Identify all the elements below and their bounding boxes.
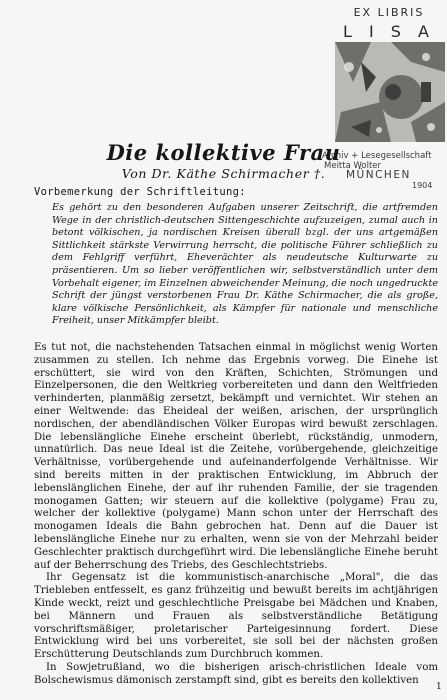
exlibris-owner: L I S A <box>343 22 435 41</box>
stamp-line: Archiv + Lesegesellschaft <box>322 151 432 161</box>
article-body <box>34 342 438 688</box>
bookplate-illustration <box>331 42 447 150</box>
body-paragraph: Ihr Gegensatz ist die kommunistisch-anarchische „Moral", die das Triebleben entfesselt, es ganz frühzeitig und bewußt bereits im achtjährigen Kinde weckt, reizt und geschlechtliche Preisgabe bei Mädchen und Knaben, bei Männern und Frauen als selbstverständliche Betätigung vorschriftsmäßiger, proletarischer Parteigesinnung fordert. Diese Entwicklung wird bei uns vorbereitet, sie soll bei der nächsten großen Erschütterung Deutschlands zum Durchbruch kommen. <box>34 572 438 661</box>
exlibris-bookplate <box>331 0 447 150</box>
preface-block <box>52 202 438 328</box>
page-mark: 1 <box>436 682 442 692</box>
article-author: Von Dr. Käthe Schirmacher †. <box>121 166 326 181</box>
stamp-city: MÜNCHEN <box>346 169 411 181</box>
body-paragraph: In Sowjetrußland, wo die bisherigen arisch-christlichen Ideale vom Bolschewismus dämonisch zerstampft sind, gibt es bereits den kollektiven <box>34 661 438 686</box>
preface-heading: Vorbemerkung der Schriftleitung: <box>34 186 246 198</box>
preface-text: Es gehört zu den besonderen Aufgaben unserer Zeitschrift, die artfremden Wege in der christlich-deutschen Sittengeschichte aufzuzeigen, zumal auch in betont völkischen, ja nordischen Kreisen überall bzgl. der uns artgemäßen Sittlichkeit stärkste Verwirrung herrscht, die politische Führer schließlich zu dem Fehlgriff verführt, Eheverächter als neudeutsche Kulturwarte zu präsentieren. Um so lieber veröffentlichen wir, selbstverständlich unter dem Vorbehalt eigener, im Einzelnen abweichender Meinung, die noch ungedruckte Schrift der jüngst verstorbenen Frau Dr. Käthe Schirmacher, die als große, klare völkische Persönlichkeit, als Kämpfer für nationale und menschliche Freiheit, unser Mitkämpfer bleibt. <box>52 202 438 327</box>
exlibris-label: EX LIBRIS <box>353 6 425 19</box>
stamp-line: Meitta Wolter <box>324 161 382 171</box>
body-paragraph: Es tut not, die nachstehenden Tatsachen einmal in möglichst wenig Worten zusammen zu stellen. Ich nehme das Ergebnis vorweg. Die Einehe ist erschüttert, sie wird von den Kräften, Schichten, Strömungen und Einzelpersonen, die den Weltkrieg vorbereiteten und dann den Weltfrieden verhinderten, planmäßig zersetzt, bekämpft und vernichtet. Wir stehen an einer Weltwende: das Eheideal der weißen, arischen, der ursprünglich nordischen, der abendländischen Völker Europas wird bewußt zerschlagen. Die lebenslängliche Einehe erscheint überlebt, rückständig, unmodern, unnatürlich. Das neue Ideal ist die Zeitehe, vorübergehende, gleichzeitige Verhältnisse, vorübergehende und aufeinanderfolgende Verhältnisse. Wir sind bereits mitten in der praktischen Entwicklung, im Abbruch der lebenslänglichen Einehe, der auf ihr ruhenden Familie, der sie tragenden monogamen Gatten; wir steuern auf die kollektive (polygame) Frau zu, welcher der kollektive (polygame) Mann schon unter der Herrschaft des monogamen Ideals die Bahn gebrochen hat. Denn auf die Dauer ist lebenslängliche Einehe nur zu erhalten, wenn sie von der Mehrzahl beider Geschlechter praktisch durchgeführt wird. Die lebenslängliche Einehe beruht auf der Beherrschung des Triebs, des Geschlechtstriebs. <box>34 342 438 571</box>
article-title: Die kollektive Frau <box>106 140 341 165</box>
stamp-year: 1904 <box>412 181 433 190</box>
